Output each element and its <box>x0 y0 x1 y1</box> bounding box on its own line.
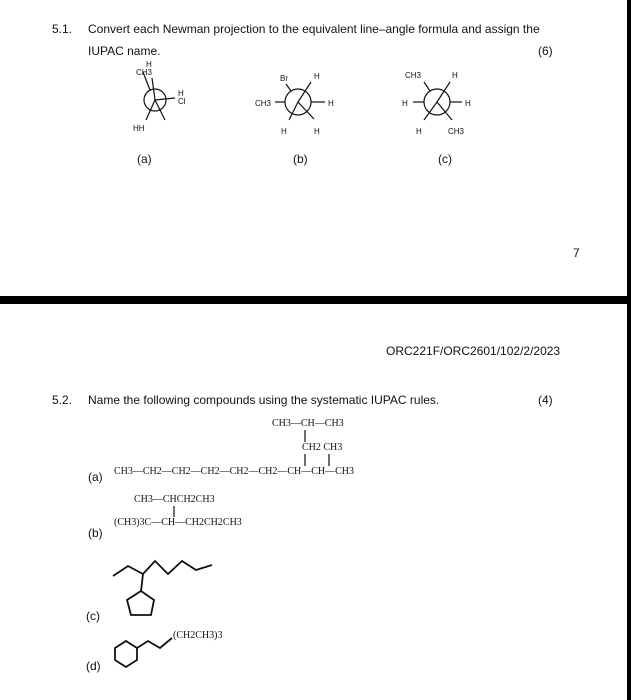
header-code: ORC221F/ORC2601/102/2/2023 <box>386 344 561 358</box>
newman-a-back-top: CH3 <box>136 68 153 77</box>
question-text: Convert each Newman projection to the equivalent line–angle formula and assign the <box>88 22 540 36</box>
newman-a-right-top: H <box>178 89 184 98</box>
exam-page-bottom <box>0 304 627 700</box>
label-a: (a) <box>137 152 152 166</box>
newman-b-back-top-left: Br <box>280 74 288 83</box>
newman-c-left: H <box>402 99 408 108</box>
label-b: (b) <box>88 526 103 540</box>
compound-a-top-chain: CH3—CH—CH3 <box>272 418 344 429</box>
question-marks: (6) <box>538 44 553 58</box>
question-text-cont: IUPAC name. <box>88 44 161 58</box>
compound-a-main-chain: CH3—CH2—CH2—CH2—CH2—CH2—CH—CH—CH3 <box>114 466 355 477</box>
newman-c-right: H <box>465 99 471 108</box>
newman-projection-c <box>0 0 627 296</box>
newman-c-bottom-left: H <box>416 127 422 136</box>
newman-b-left: CH3 <box>255 99 272 108</box>
page-number: 7 <box>573 246 580 260</box>
newman-b-bottom-left: H <box>281 127 287 136</box>
newman-b-front-top-right: H <box>314 72 320 81</box>
compound-d-substituent: (CH2CH3)3 <box>173 630 223 641</box>
newman-c-back-top-left: CH3 <box>405 71 422 80</box>
newman-c-bottom-right: CH3 <box>448 127 465 136</box>
compound-d-skeletal-structure <box>0 304 627 700</box>
newman-a-bottom: HH <box>133 124 145 133</box>
newman-b-right: H <box>328 99 334 108</box>
label-c: (c) <box>438 152 452 166</box>
label-a: (a) <box>88 470 103 484</box>
newman-a-front-top: H <box>146 60 152 69</box>
newman-c-front-top-right: H <box>452 71 458 80</box>
compound-b-top-chain: CH3—CHCH2CH3 <box>134 494 215 505</box>
question-text: Name the following compounds using the systematic IUPAC rules. <box>88 393 440 407</box>
newman-b-bottom-right: H <box>314 127 320 136</box>
label-c: (c) <box>86 609 100 623</box>
newman-a-right-bottom: Cl <box>178 97 186 106</box>
compound-a-middle-groups: CH2 CH3 <box>302 442 343 453</box>
question-number: 5.2. <box>52 393 73 407</box>
label-b: (b) <box>293 152 308 166</box>
question-number: 5.1. <box>52 22 73 36</box>
question-marks: (4) <box>538 393 553 407</box>
compound-b-main-chain: (CH3)3C—CH—CH2CH2CH3 <box>114 517 242 528</box>
label-d: (d) <box>86 659 101 673</box>
exam-page-top <box>0 0 627 296</box>
